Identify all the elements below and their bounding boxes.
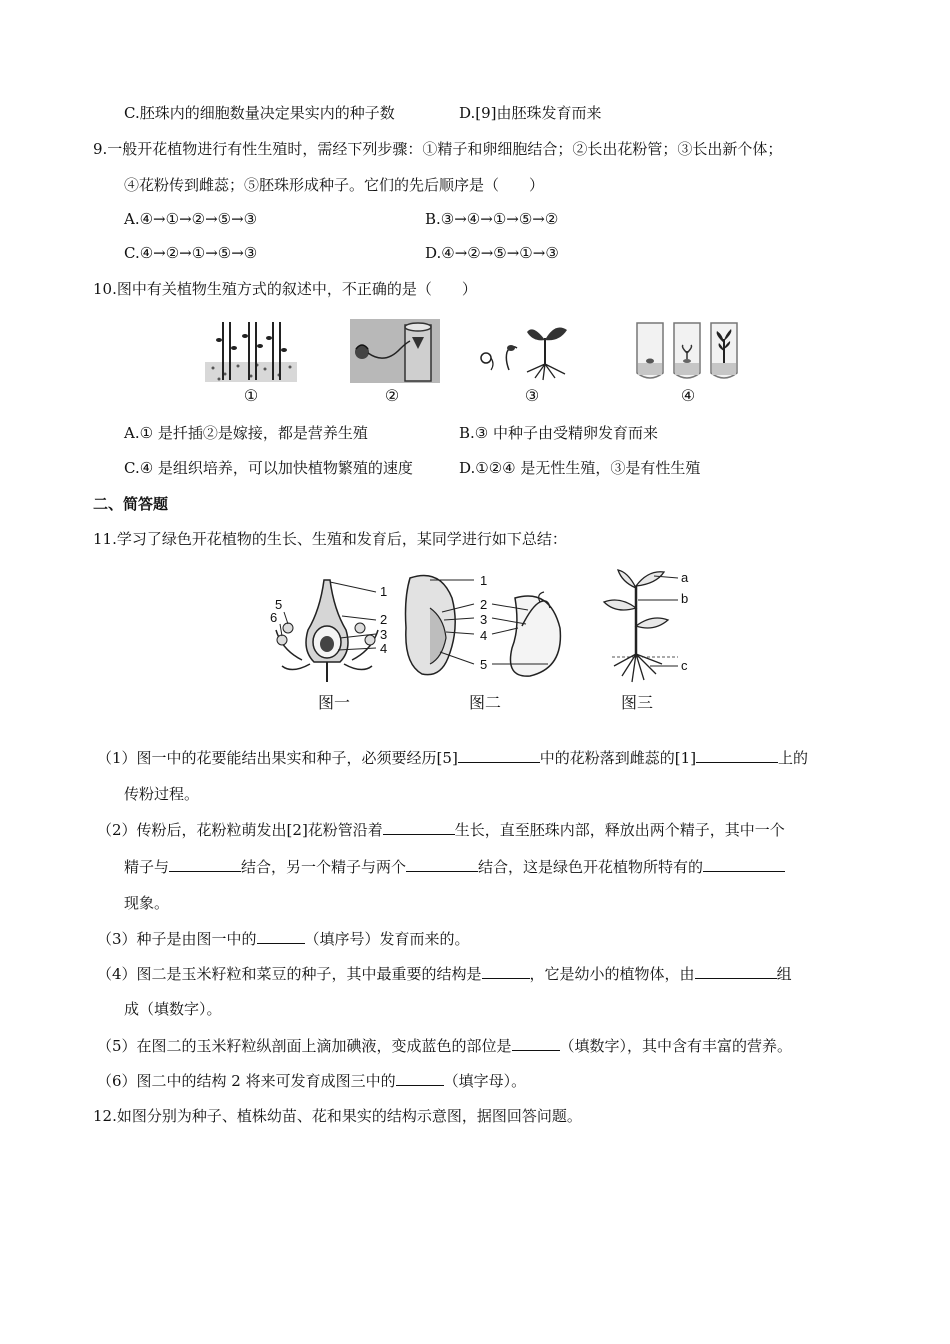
q10-option-d: D.①②④ 是无性生殖，③是有性生殖 [459,459,701,477]
q11-part4-text-a: （4）图二是玉米籽粒和菜豆的种子，其中最重要的结构是 [97,965,482,983]
q10-figure-grafting [350,319,440,383]
q11-part4-text-b: ，它是幼小的植物体，由 [529,965,695,983]
q9-stem-line2: ④花粉传到雌蕊；⑤胚珠形成种子。它们的先后顺序是（ ） [124,176,545,194]
q11-part2-text-d: 结合，另一个精子与两个 [241,858,407,876]
section-title-short-answer: 二、简答题 [93,495,169,513]
q10-figure-label-2: ② [384,386,400,405]
q11-part5-text-a: （5）在图二的玉米籽粒纵剖面上滴加碘液，变成蓝色的部位是 [97,1037,512,1055]
q10-figure-tissue-culture [633,319,745,383]
q11-fig2-num-5: 5 [480,657,488,672]
q11-fig1-num-4: 4 [380,641,388,656]
q11-figure2-seeds [400,568,580,686]
q11-stem: 11.学习了绿色开花植物的生长、生殖和发育后，某同学进行如下总结： [93,530,567,548]
q11-fig1-num-1: 1 [380,584,388,599]
q12-stem: 12.如图分别为种子、植株幼苗、花和果实的结构示意图，据图回答问题。 [93,1107,582,1125]
q11-fig2-num-3: 3 [480,612,488,627]
q11-part3-text-b: （填序号）发育而来的。 [304,930,470,948]
q11-part2-line1 [97,819,785,840]
q11-part2-blank-1[interactable] [383,819,455,835]
q11-part4-line1 [97,963,792,984]
q11-part5-blank-1[interactable] [512,1035,560,1051]
q11-part1-line2: 传粉过程。 [124,785,200,803]
q11-part4-blank-1[interactable] [482,963,530,979]
q9-option-b: B.③→④→①→⑤→② [425,210,559,228]
q11-part1-text-a: （1）图一中的花要能结出果实和种子，必须要经历[5] [97,749,458,767]
q10-stem: 10.图中有关植物生殖方式的叙述中，不正确的是（ ） [93,280,477,298]
q11-part1-line1 [97,747,808,768]
q11-part2-text-a: （2）传粉后，花粉粒萌发出[2]花粉管沿着 [97,821,383,839]
q11-fig1-num-5: 5 [275,597,283,612]
q10-option-c: C.④ 是组织培养，可以加快植物繁殖的速度 [124,459,413,477]
q11-part2-blank-3[interactable] [406,856,478,872]
q11-fig3-letter-c: c [681,658,688,673]
q9-option-a: A.④→①→②→⑤→③ [124,210,258,228]
q11-part3-blank-1[interactable] [257,928,305,944]
q10-figure-seedling [477,318,577,384]
q11-part6-text-a: （6）图二中的结构 2 将来可发育成图三中的 [97,1072,396,1090]
q11-part2-text-b: 生长，直至胚珠内部，释放出两个精子，其中一个 [454,821,785,839]
q11-part1-blank-2[interactable] [696,747,778,763]
q11-part4-text-c: 组 [776,965,792,983]
q11-part1-text-c: 上的 [778,749,809,767]
q11-fig1-num-3: 3 [380,627,388,642]
q11-part2-text-c: 精子与 [124,858,170,876]
q11-part1-text-b: 中的花粉落到雌蕊的[1] [539,749,697,767]
q11-fig3-letter-b: b [681,591,689,606]
q11-part5-line1 [97,1035,792,1056]
q11-part6-text-b: （填字母）。 [443,1072,527,1090]
q10-option-b: B.③ 中种子由受精卵发育而来 [459,424,659,442]
q11-part6-line1 [97,1070,526,1091]
q9-option-d: D.④→②→⑤→①→③ [425,244,559,262]
q10-option-a: A.① 是扦插②是嫁接，都是营养生殖 [124,424,368,442]
q11-fig3-letter-a: a [681,570,689,585]
q11-part2-text-e: 结合，这是绿色开花植物所特有的 [478,858,704,876]
q11-fig2-num-4: 4 [480,628,488,643]
q11-figure3-seedling [592,562,692,688]
q11-part5-text-b: （填数字），其中含有丰富的营养。 [559,1037,793,1055]
q11-part3-line1 [97,928,470,949]
q9-option-c: C.④→②→①→⑤→③ [124,244,258,262]
q11-part4-line2: 成（填数字）。 [124,1000,222,1018]
q8-option-d: D.[9]由胚珠发育而来 [459,104,602,122]
q11-part3-text-a: （3）种子是由图一中的 [97,930,257,948]
q8-option-c: C.胚珠内的细胞数量决定果实内的种子数 [124,104,395,122]
q11-figure2-title: 图二 [468,693,501,712]
q11-part1-blank-1[interactable] [458,747,540,763]
q11-fig1-num-2: 2 [380,612,388,627]
q11-part2-blank-4[interactable] [703,856,785,872]
q11-part6-blank-1[interactable] [396,1070,444,1086]
q10-figure-label-4: ④ [680,386,696,405]
q10-figure-label-3: ③ [524,386,540,405]
q11-part2-line3: 现象。 [124,894,170,912]
q11-part2-blank-2[interactable] [169,856,241,872]
q11-part4-blank-2[interactable] [695,963,777,979]
q11-figure3-title: 图三 [620,693,653,712]
q9-stem-line1: 9.一般开花植物进行有性生殖时，需经下列步骤：①精子和卵细胞结合；②长出花粉管；③长出新个体； [93,140,783,158]
q11-figure1-title: 图一 [317,693,350,712]
q10-figure-label-1: ① [243,386,259,405]
q11-fig2-num-2: 2 [480,597,488,612]
q11-fig1-num-6: 6 [270,610,278,625]
q10-figure-cuttings [205,318,297,384]
q11-part2-line2 [124,856,785,877]
q11-fig2-num-1: 1 [480,573,488,588]
